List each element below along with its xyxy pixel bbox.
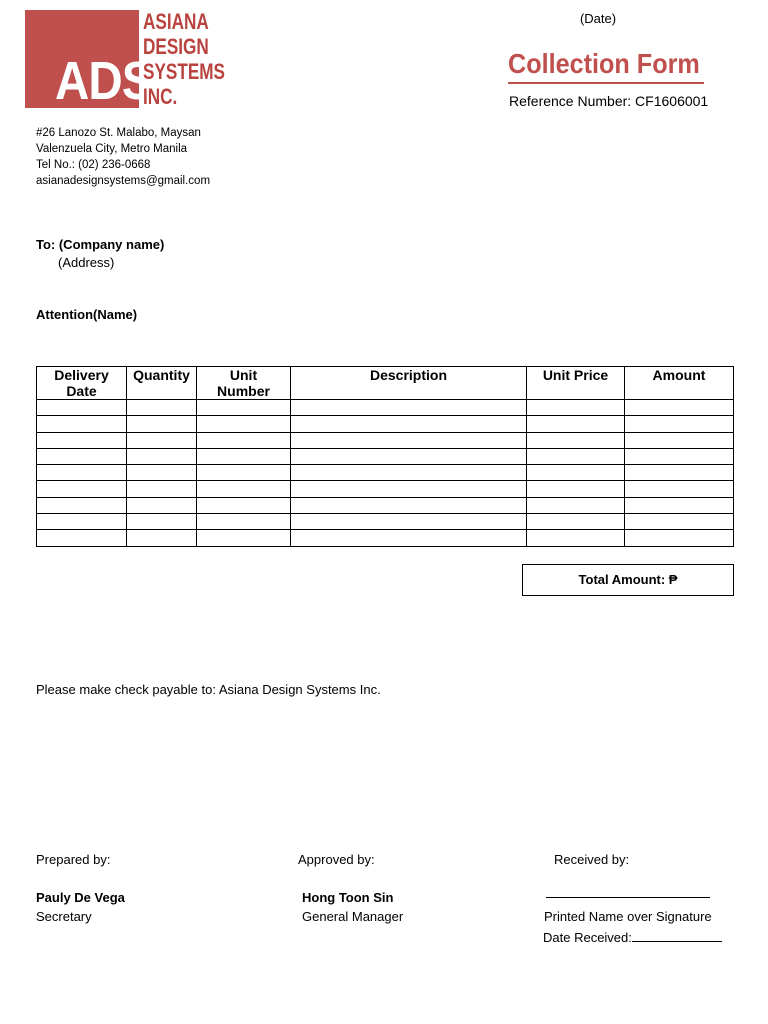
- table-row: [37, 416, 734, 432]
- table-cell: [291, 416, 527, 432]
- table-cell: [527, 465, 625, 481]
- table-cell: [197, 514, 291, 530]
- address-line-1: #26 Lanozo St. Malabo, Maysan: [36, 127, 201, 139]
- col-unit-price: Unit Price: [527, 367, 625, 400]
- table-cell: [291, 481, 527, 497]
- date-received-label: Date Received:: [543, 930, 632, 945]
- table-cell: [291, 448, 527, 464]
- received-caption: Printed Name over Signature: [544, 909, 712, 924]
- prepared-name: Pauly De Vega: [36, 890, 125, 905]
- table-cell: [527, 530, 625, 546]
- table-cell: [625, 514, 734, 530]
- table-cell: [37, 465, 127, 481]
- table-cell: [527, 448, 625, 464]
- table-cell: [625, 465, 734, 481]
- table-cell: [527, 514, 625, 530]
- table-cell: [127, 432, 197, 448]
- table-cell: [127, 400, 197, 416]
- to-company: To: (Company name): [36, 237, 165, 252]
- table-cell: [197, 432, 291, 448]
- table-cell: [127, 448, 197, 464]
- table-cell: [37, 481, 127, 497]
- table-cell: [291, 465, 527, 481]
- table-cell: [291, 497, 527, 513]
- table-row: [37, 432, 734, 448]
- table-row: [37, 530, 734, 546]
- col-description: Description: [291, 367, 527, 400]
- table-cell: [197, 530, 291, 546]
- table-cell: [37, 530, 127, 546]
- table-row: [37, 400, 734, 416]
- date-placeholder: (Date): [579, 11, 617, 26]
- received-by-label: Received by:: [554, 852, 630, 867]
- logo-word-2: DESIGN: [143, 34, 209, 59]
- table-cell: [127, 481, 197, 497]
- reference-number: Reference Number: CF1606001: [509, 93, 709, 109]
- table-row: [37, 514, 734, 530]
- logo-word-3: SYSTEMS: [143, 59, 226, 84]
- signature-line: [546, 897, 710, 898]
- approved-by-label: Approved by:: [298, 852, 375, 867]
- table-row: [37, 481, 734, 497]
- table-cell: [625, 530, 734, 546]
- table-cell: [291, 400, 527, 416]
- col-quantity: Quantity: [127, 367, 197, 400]
- table-row: [37, 497, 734, 513]
- table-cell: [625, 400, 734, 416]
- table-cell: [37, 497, 127, 513]
- prepared-by-label: Prepared by:: [36, 852, 111, 867]
- table-cell: [127, 530, 197, 546]
- table-cell: [291, 432, 527, 448]
- col-unit-number: Unit Number: [197, 367, 291, 400]
- logo-abbreviation: ADS: [55, 51, 153, 111]
- table-cell: [197, 465, 291, 481]
- company-logo: [25, 9, 226, 111]
- table-cell: [37, 514, 127, 530]
- items-table: [36, 366, 734, 547]
- table-cell: [37, 448, 127, 464]
- date-received: [543, 929, 722, 945]
- table-header-row: [37, 367, 734, 400]
- table-cell: [625, 497, 734, 513]
- attention-line: Attention(Name): [36, 307, 138, 322]
- table-cell: [37, 432, 127, 448]
- table-cell: [197, 400, 291, 416]
- table-cell: [127, 497, 197, 513]
- table-cell: [37, 400, 127, 416]
- table-cell: [527, 416, 625, 432]
- table-cell: [527, 497, 625, 513]
- table-cell: [37, 416, 127, 432]
- table-cell: [197, 481, 291, 497]
- total-amount-box: Total Amount: ₱: [522, 564, 734, 596]
- prepared-title: Secretary: [36, 909, 92, 924]
- phone-line: Tel No.: (02) 236-0668: [36, 159, 151, 171]
- address-line-2: Valenzuela City, Metro Manila: [36, 143, 188, 155]
- table-cell: [127, 416, 197, 432]
- table-cell: [527, 400, 625, 416]
- table-cell: [527, 481, 625, 497]
- date-received-line: [632, 929, 722, 942]
- title-underline: [508, 82, 704, 84]
- approved-title: General Manager: [302, 909, 404, 924]
- table-cell: [127, 514, 197, 530]
- email-line: asianadesignsystems@gmail.com: [36, 175, 211, 187]
- table-cell: [127, 465, 197, 481]
- table-cell: [197, 448, 291, 464]
- table-row: [37, 465, 734, 481]
- table-cell: [625, 416, 734, 432]
- approved-name: Hong Toon Sin: [302, 890, 394, 905]
- logo-word-1: ASIANA: [143, 9, 209, 34]
- table-cell: [527, 432, 625, 448]
- table-cell: [291, 514, 527, 530]
- to-address: (Address): [58, 255, 115, 270]
- table-cell: [291, 530, 527, 546]
- table-cell: [197, 416, 291, 432]
- table-cell: [197, 497, 291, 513]
- table-row: [37, 448, 734, 464]
- page-title: Collection Form: [508, 48, 700, 79]
- col-amount: Amount: [625, 367, 734, 400]
- table-cell: [625, 432, 734, 448]
- payable-note: Please make check payable to: Asiana Design Systems Inc.: [36, 682, 381, 697]
- col-delivery-date: Delivery Date: [37, 367, 127, 400]
- logo-word-4: INC.: [143, 84, 178, 109]
- table-cell: [625, 481, 734, 497]
- table-cell: [625, 448, 734, 464]
